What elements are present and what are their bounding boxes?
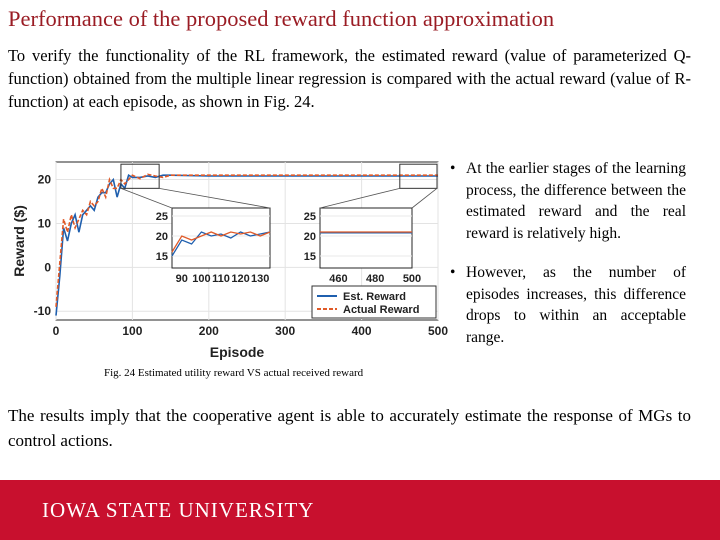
- legend-label: Actual Reward: [343, 304, 420, 316]
- x-tick-label: 500: [427, 324, 449, 338]
- reward-chart: [10, 150, 449, 365]
- x-tick-label: 300: [275, 324, 296, 338]
- figure-caption: Fig. 24 Estimated utility reward VS actual received reward: [104, 367, 364, 379]
- inset-y-tick-label: 20: [303, 231, 316, 243]
- legend-label: Est. Reward: [343, 291, 406, 303]
- slide-title: Performance of the proposed reward function approximation: [8, 6, 555, 31]
- inset-x-tick-label: 480: [366, 273, 385, 285]
- inset-x-tick-label: 90: [175, 273, 188, 285]
- x-axis-label: Episode: [209, 344, 265, 360]
- bullet-marker: •: [450, 160, 456, 177]
- inset-x-tick-label: 110: [212, 273, 230, 285]
- bullet-item: [446, 262, 686, 348]
- inset-y-tick-label: 15: [155, 251, 168, 263]
- y-tick-label: 20: [37, 172, 51, 187]
- y-tick-label: 0: [44, 260, 51, 275]
- y-axis-label: Reward ($): [11, 205, 27, 277]
- bullet-item: [446, 158, 686, 244]
- inset-x-tick-label: 500: [402, 273, 422, 285]
- y-tick-label: 10: [37, 216, 51, 231]
- university-logo: IOWA STATE UNIVERSITY: [42, 498, 315, 522]
- inset-plot-area: [320, 208, 412, 268]
- x-tick-label: 100: [122, 324, 143, 338]
- inset-x-tick-label: 120: [231, 273, 250, 285]
- y-tick-label: -10: [33, 304, 51, 319]
- x-tick-label: 200: [198, 324, 219, 338]
- inset-x-tick-label: 100: [192, 273, 211, 285]
- bullet-text: At the earlier stages of the learning process, the difference between the estimated reward and the real reward is relatively high.: [466, 160, 686, 242]
- bullet-marker: •: [450, 264, 456, 281]
- inset-x-tick-label: 130: [251, 273, 270, 285]
- bullet-list: [446, 158, 686, 348]
- inset-y-tick-label: 25: [155, 211, 168, 223]
- inset-y-tick-label: 20: [155, 231, 168, 243]
- inset-x-tick-label: 460: [329, 273, 348, 285]
- x-tick-label: 400: [351, 324, 372, 338]
- inset-y-tick-label: 25: [303, 211, 316, 223]
- bullet-text: However, as the number of episodes increases, this difference drops to within an acceptable range.: [466, 264, 686, 346]
- chart-legend: [312, 286, 436, 318]
- intro-paragraph: To verify the functionality of the RL framework, the estimated reward (value of parameterized Q-function) obtained from the multiple linear regression is compared with the actual reward (value of R-function) at each episode, as shown in Fig. 24.: [8, 46, 691, 111]
- x-tick-label: 0: [52, 324, 60, 338]
- conclusion-paragraph: The results imply that the cooperative agent is able to accurately estimate the response of MGs to control actions.: [8, 406, 691, 450]
- inset-y-tick-label: 15: [303, 251, 316, 263]
